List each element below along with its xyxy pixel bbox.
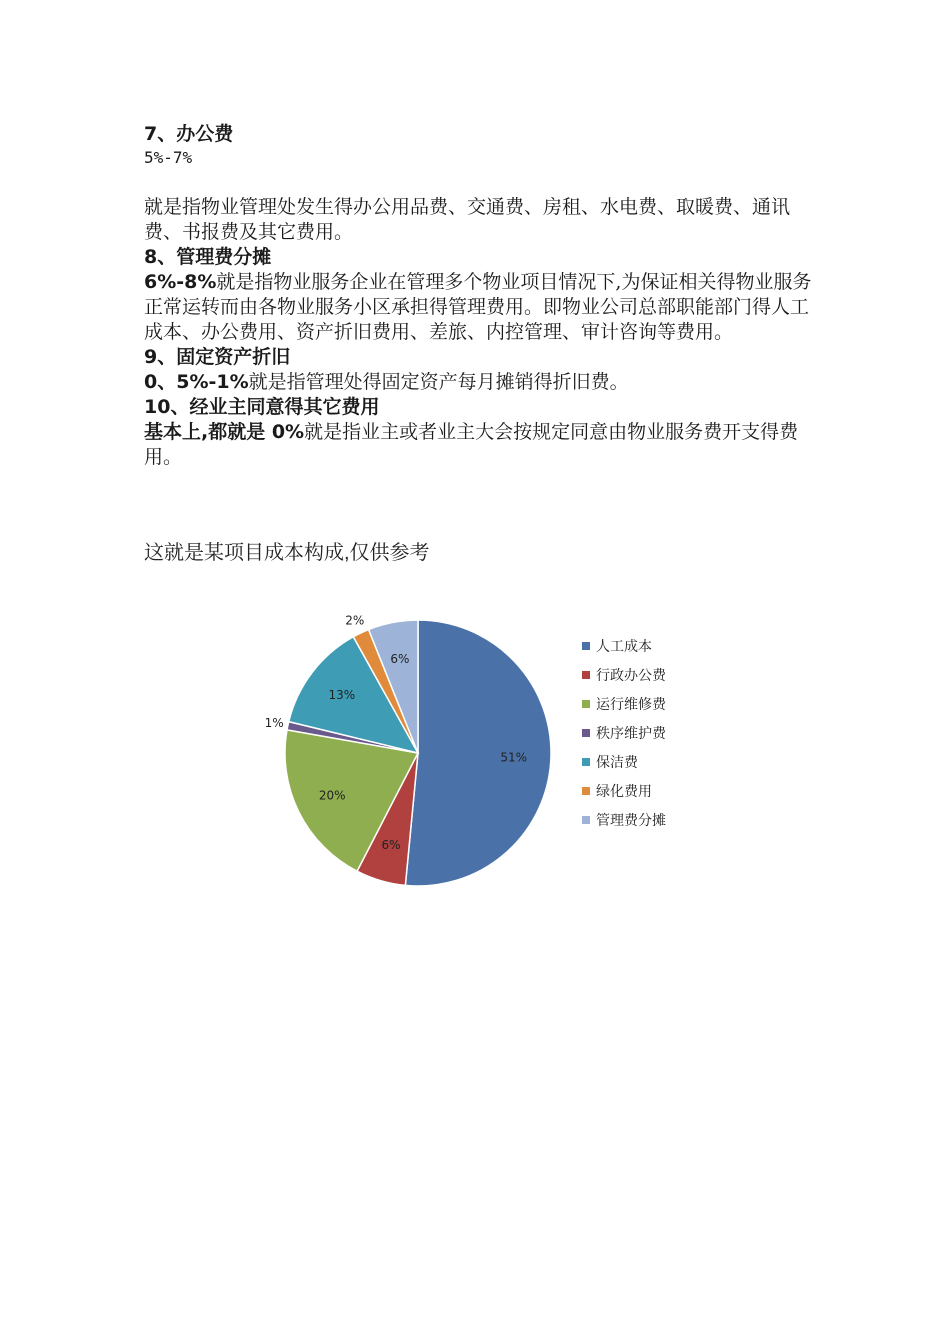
section-8-lead: 6%-8% — [144, 271, 217, 293]
legend-swatch-2 — [582, 700, 590, 708]
section-7-range: 5%-7% — [144, 148, 193, 167]
legend-swatch-3 — [582, 729, 590, 737]
legend-swatch-0 — [582, 642, 590, 650]
section-8-heading: 8、管理费分摊 — [144, 246, 272, 268]
article-body — [144, 122, 814, 470]
pie-slice-label-4: 13% — [328, 688, 356, 703]
legend-label-4: 保洁费 — [596, 755, 638, 771]
section-9-paragraph — [144, 370, 814, 395]
legend-label-6: 管理费分摊 — [596, 813, 666, 829]
pie-slice-label-0: 51% — [500, 750, 527, 765]
pie-slice-label-3: 1% — [264, 715, 284, 730]
section-10-paragraph — [144, 420, 814, 470]
section-10-body: 就是指业主或者业主大会按规定同意由物业服务费开支得费用。 — [144, 421, 799, 468]
legend-label-5: 绿化费用 — [596, 784, 652, 800]
section-9-lead: 0、5%-1% — [144, 371, 249, 393]
legend-label-2: 运行维修费 — [596, 697, 666, 713]
legend-swatch-5 — [582, 787, 590, 795]
section-10-lead: 基本上,都就是 0% — [144, 421, 305, 443]
pie-slice-label-1: 6% — [381, 837, 401, 852]
pie-slice-label-6: 6% — [390, 651, 410, 666]
section-9-body: 就是指管理处得固定资产每月摊销得折旧费。 — [248, 371, 629, 393]
section-7-heading: 7、办公费 — [144, 123, 234, 145]
section-10-heading: 10、经业主同意得其它费用 — [144, 396, 380, 418]
section-7-body: 就是指物业管理处发生得办公用品费、交通费、房租、水电费、取暖费、通讯费、书报费及其它费用。 — [144, 196, 791, 243]
legend-label-1: 行政办公费 — [596, 668, 666, 684]
cost-pie-chart — [240, 590, 700, 900]
legend-swatch-6 — [582, 816, 590, 824]
legend-swatch-1 — [582, 671, 590, 679]
pie-slice-0 — [405, 620, 551, 886]
section-8-paragraph — [144, 270, 814, 345]
legend-swatch-4 — [582, 758, 590, 766]
section-9-heading: 9、固定资产折旧 — [144, 346, 291, 368]
section-8-body: 就是指物业服务企业在管理多个物业项目情况下,为保证相关得物业服务正常运转而由各物业服务小区承担得管理费用。即物业公司总部职能部门得人工成本、办公费用、资产折旧费用、差旅、内控管理、审计咨询等费用。 — [144, 271, 812, 343]
legend-label-0: 人工成本 — [596, 639, 652, 655]
chart-caption: 这就是某项目成本构成,仅供参考 — [144, 542, 430, 564]
pie-slice-label-5: 2% — [345, 613, 365, 628]
legend-label-3: 秩序维护费 — [596, 726, 666, 742]
pie-slice-label-2: 20% — [318, 788, 346, 803]
